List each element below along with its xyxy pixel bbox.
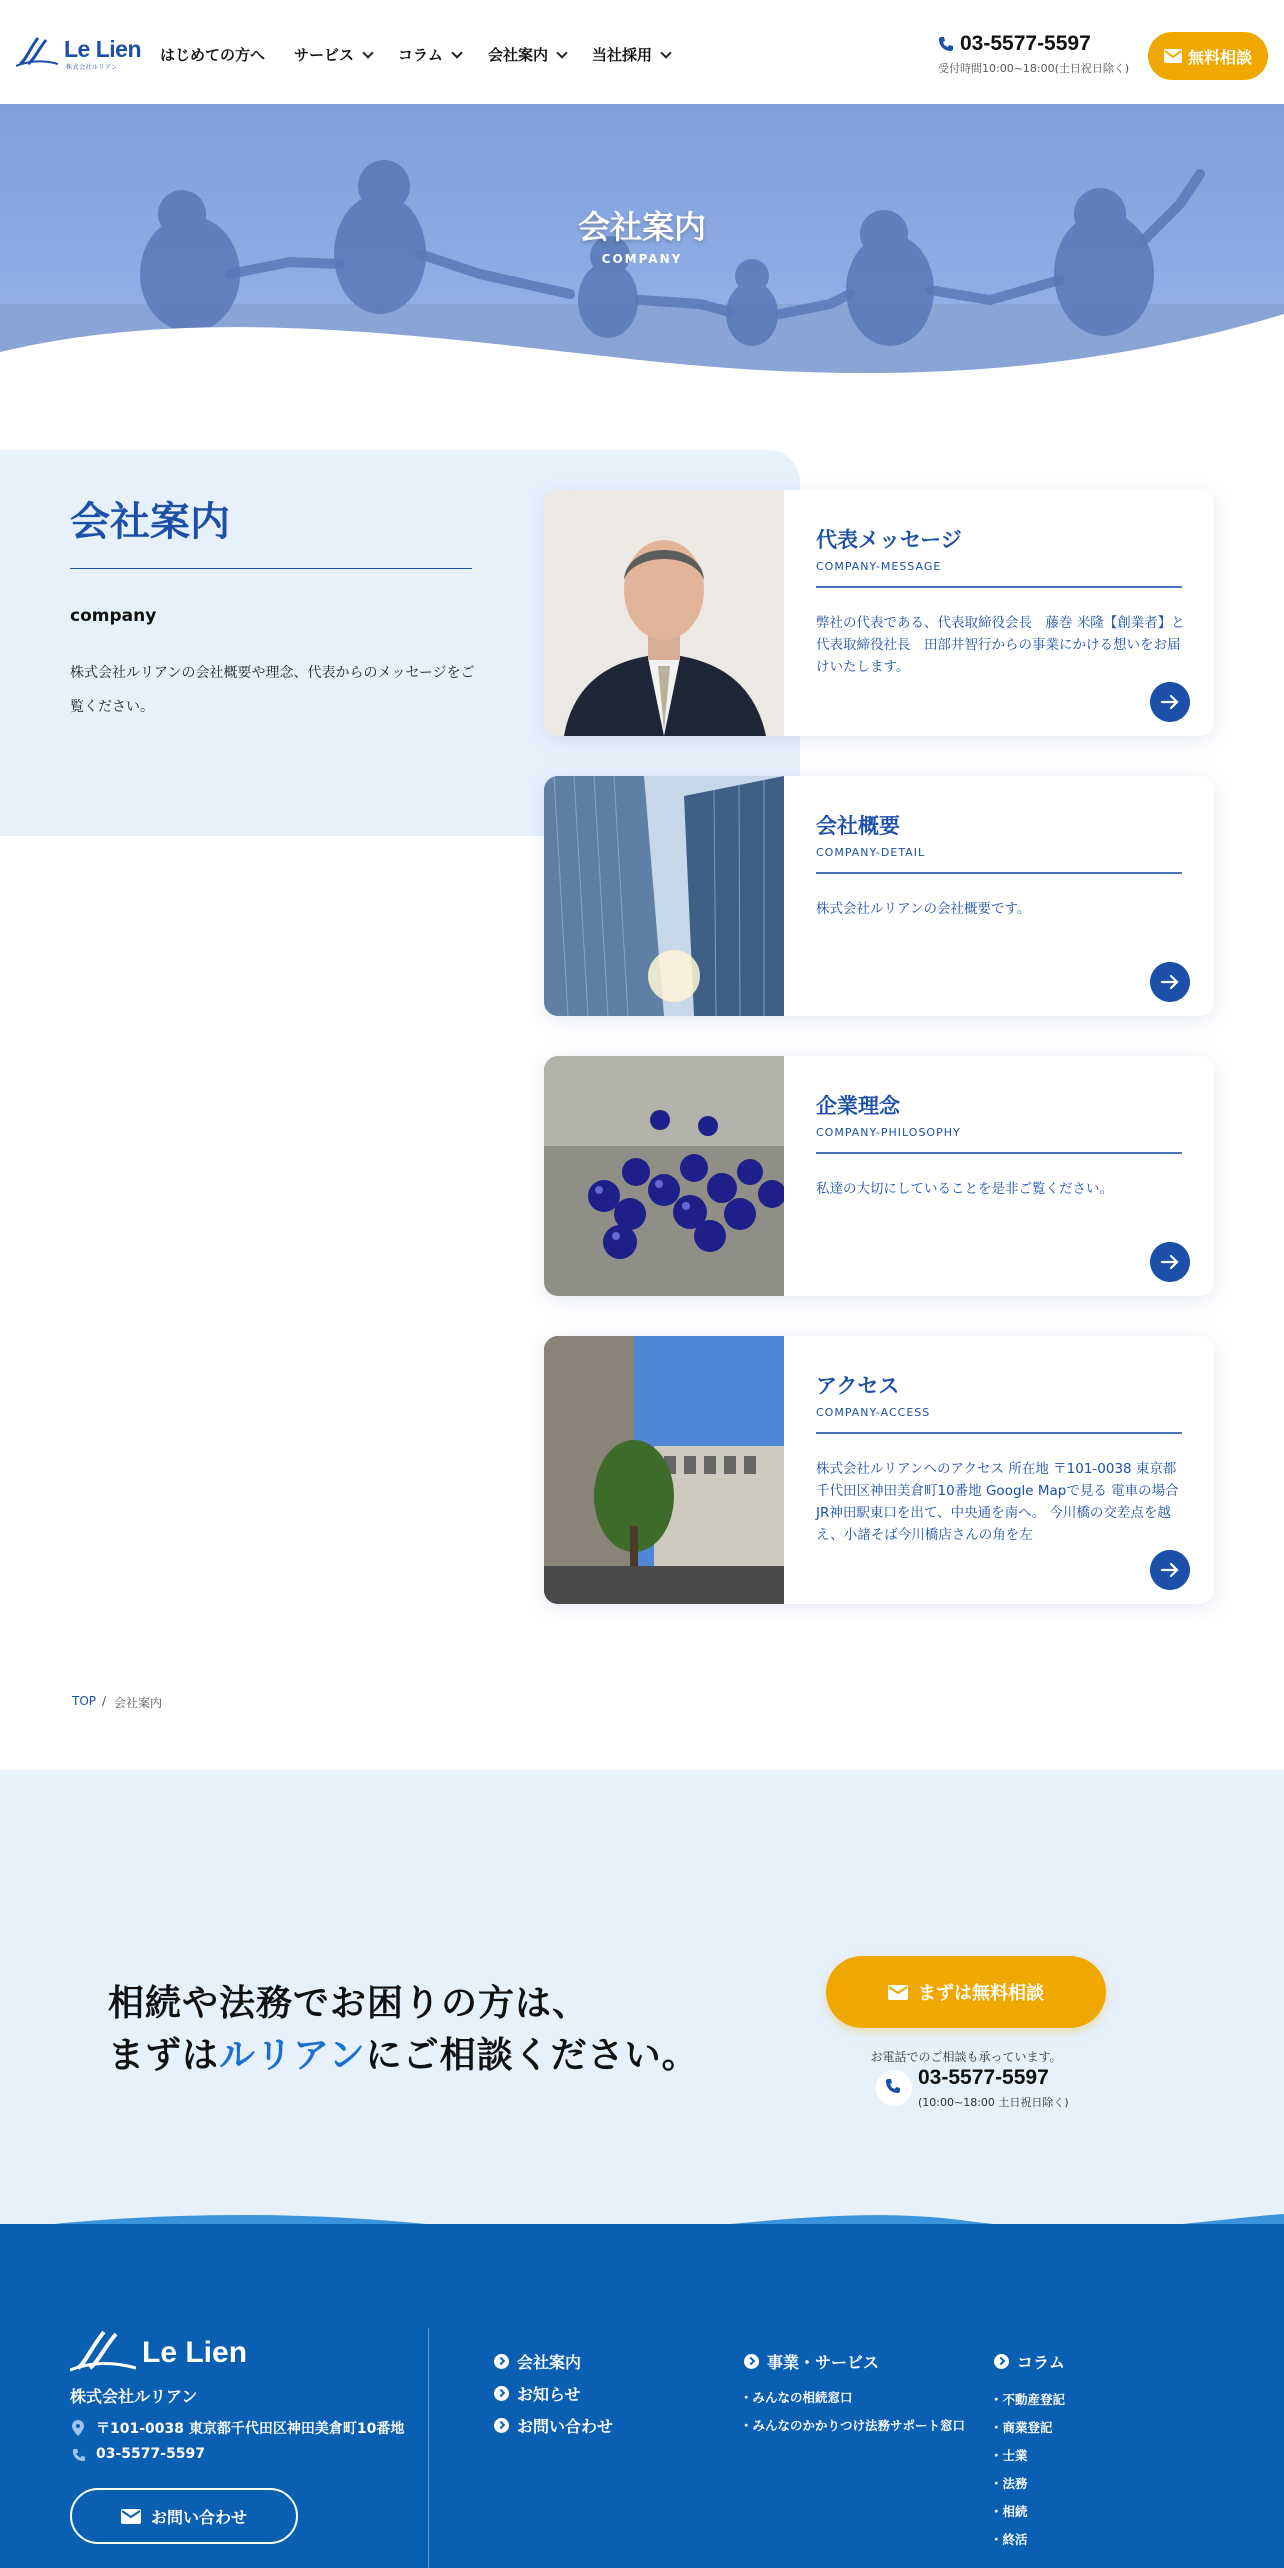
contact-brand-highlight: ルリアン xyxy=(219,2035,366,2076)
card-title: 企業理念 xyxy=(816,1094,900,1118)
section-divider xyxy=(70,568,472,569)
nav-label: はじめての方へ xyxy=(160,46,266,64)
nav-label: 当社採用 xyxy=(592,46,653,64)
phone-icon xyxy=(938,36,954,52)
ceo-portrait-image xyxy=(544,490,784,736)
arrow-right-icon[interactable] xyxy=(1150,1550,1190,1590)
street-view-image xyxy=(544,1336,784,1604)
nav-item-first-visit[interactable] xyxy=(160,44,265,65)
card-divider xyxy=(816,872,1182,874)
contact-line-2-prefix: まずは xyxy=(108,2035,220,2076)
arrow-right-icon[interactable] xyxy=(1150,682,1190,722)
footer-contact-button[interactable] xyxy=(70,2488,298,2544)
card-divider xyxy=(816,1432,1182,1434)
footer-logo-mark-icon[interactable] xyxy=(70,2326,136,2374)
card-description: 株式会社ルリアンの会社概要です。 xyxy=(816,901,1031,917)
contact-line-2 xyxy=(108,2030,699,2082)
location-pin-icon xyxy=(72,2420,84,2436)
office-buildings-image xyxy=(544,776,784,1016)
section-description: 株式会社ルリアンの会社概要や理念、代表からのメッセージをご覧ください。 xyxy=(70,665,475,715)
mail-icon xyxy=(888,1985,908,2000)
logo-subtext: 株式会社ルリアン xyxy=(66,64,118,71)
footer-link-label: お知らせ xyxy=(517,2385,581,2404)
hero-title: 会社案内 xyxy=(577,208,706,246)
cta-label: 無料相談 xyxy=(1187,47,1252,67)
phone-icon xyxy=(876,2070,912,2106)
footer-link-contact[interactable] xyxy=(494,2414,613,2437)
card-divider xyxy=(816,586,1182,588)
hero-banner xyxy=(0,104,1284,404)
nav-label: コラム xyxy=(398,46,443,64)
logo-text[interactable]: Le Lien xyxy=(64,36,142,62)
card-company-philosophy[interactable] xyxy=(544,1056,1214,1296)
footer-sublink-professionals[interactable]: ・ 士業 xyxy=(990,2446,1028,2464)
card-company-detail[interactable] xyxy=(544,776,1214,1016)
header-phone-number[interactable]: 03-5577-5597 xyxy=(960,32,1091,55)
free-consultation-cta-button[interactable] xyxy=(826,1956,1106,2028)
arrow-right-icon[interactable] xyxy=(1150,962,1190,1002)
mail-icon xyxy=(121,2509,141,2524)
arrow-circle-icon xyxy=(494,2386,509,2401)
arrow-circle-icon xyxy=(494,2354,509,2369)
footer-sublink-real-estate[interactable]: ・ 不動産登記 xyxy=(990,2390,1065,2408)
card-company-message[interactable] xyxy=(544,490,1214,736)
nav-label: サービス xyxy=(294,46,355,64)
footer-company-name: 株式会社ルリアン xyxy=(70,2387,198,2406)
nav-item-services[interactable] xyxy=(294,44,372,65)
card-subtitle: COMPANY-MESSAGE xyxy=(816,560,942,573)
blue-beads-image xyxy=(544,1056,784,1296)
footer-link-label: コラム xyxy=(1017,2353,1065,2372)
card-company-access[interactable] xyxy=(544,1336,1214,1604)
footer-sublink-end-of-life[interactable]: ・ 終活 xyxy=(990,2530,1028,2548)
chevron-down-icon xyxy=(362,47,373,58)
chevron-down-icon xyxy=(660,47,671,58)
card-subtitle: COMPANY-ACCESS xyxy=(816,1406,931,1419)
nav-label: 会社案内 xyxy=(488,46,549,64)
arrow-circle-icon xyxy=(994,2354,1009,2369)
chevron-down-icon xyxy=(451,47,462,58)
phone-note: お電話でのご相談も承っています。 xyxy=(870,2050,1062,2064)
footer-address: 〒101-0038 東京都千代田区神田美倉町10番地 xyxy=(96,2421,405,2437)
mail-icon xyxy=(1164,49,1182,63)
card-subtitle: COMPANY-PHILOSOPHY xyxy=(816,1126,961,1139)
phone-icon xyxy=(72,2448,86,2462)
contact-line-1: 相続や法務でお困りの方は、 xyxy=(108,1983,590,2024)
card-description: 弊社の代表である、代表取締役会長 藤巻 米隆【創業者】と代表取締役社長 田部井智行からの事業にかける想いをお届けいたします。 xyxy=(816,615,1185,675)
card-title: 代表メッセージ xyxy=(816,528,962,552)
footer-phone-number[interactable]: 03-5577-5597 xyxy=(96,2446,206,2462)
footer-link-services[interactable] xyxy=(744,2350,879,2373)
footer-sublink-inheritance[interactable]: ・ みんなの相続窓口 xyxy=(740,2388,853,2406)
footer-sublink-commercial[interactable]: ・ 商業登記 xyxy=(990,2418,1053,2436)
free-consultation-button[interactable] xyxy=(1148,32,1268,80)
nav-item-company[interactable] xyxy=(488,44,566,65)
card-title: 会社概要 xyxy=(816,814,900,838)
logo-mark-icon[interactable] xyxy=(16,34,58,68)
contact-phone-number[interactable]: 03-5577-5597 xyxy=(918,2066,1049,2089)
footer-sublink-legal-support[interactable]: ・ みんなのかかりつけ法務サポート窓口 xyxy=(740,2416,965,2434)
footer-link-news[interactable] xyxy=(494,2382,581,2405)
site-header xyxy=(0,0,1284,104)
arrow-circle-icon xyxy=(744,2354,759,2369)
contact-hours: (10:00~18:00 土日祝日除く) xyxy=(918,2096,1069,2109)
footer-link-label: お問い合わせ xyxy=(517,2417,614,2436)
footer-contact-label: お問い合わせ xyxy=(150,2507,247,2527)
arrow-circle-icon xyxy=(494,2418,509,2433)
breadcrumb-current: 会社案内 xyxy=(114,1696,163,1710)
footer-divider xyxy=(428,2328,429,2568)
nav-item-recruit[interactable] xyxy=(592,44,670,65)
cta-label: まずは無料相談 xyxy=(918,1983,1044,2004)
footer-link-label: 事業・サービス xyxy=(767,2353,880,2372)
breadcrumb-top-link[interactable]: TOP xyxy=(72,1694,97,1708)
card-divider xyxy=(816,1152,1182,1154)
card-subtitle: COMPANY-DETAIL xyxy=(816,846,926,859)
footer-link-column[interactable] xyxy=(994,2350,1065,2373)
hero-subtitle: COMPANY xyxy=(601,252,683,266)
header-hours: 受付時間10:00~18:00(土日祝日除く) xyxy=(938,62,1130,75)
card-description: 株式会社ルリアンへのアクセス 所在地 〒101-0038 東京都千代田区神田美倉町10番地 Google Mapで見る 電車の場合 JR神田駅東口を出て、中央通を南へ。 今川橋の交差点を越え、小諸そば今川橋店さんの角を左 xyxy=(816,1461,1179,1543)
section-title: 会社案内 xyxy=(70,499,230,545)
card-title: アクセス xyxy=(816,1374,900,1398)
contact-line-2-suffix: にご相談ください。 xyxy=(365,2035,699,2076)
breadcrumb-separator: / xyxy=(102,1694,107,1708)
footer-link-label: 会社案内 xyxy=(517,2353,582,2372)
footer-logo-text[interactable]: Le Lien xyxy=(142,2336,248,2369)
footer-sublink-legal[interactable]: ・ 法務 xyxy=(990,2474,1028,2492)
arrow-right-icon[interactable] xyxy=(1150,1242,1190,1282)
footer-sublink-inheritance[interactable]: ・ 相続 xyxy=(990,2502,1028,2520)
contact-message xyxy=(108,1978,699,2082)
section-english-label: company xyxy=(70,606,157,626)
card-description: 私達の大切にしていることを是非ご覧ください。 xyxy=(816,1181,1113,1197)
footer-link-company[interactable] xyxy=(494,2350,581,2373)
nav-item-column[interactable] xyxy=(398,44,461,65)
chevron-down-icon xyxy=(556,47,567,58)
